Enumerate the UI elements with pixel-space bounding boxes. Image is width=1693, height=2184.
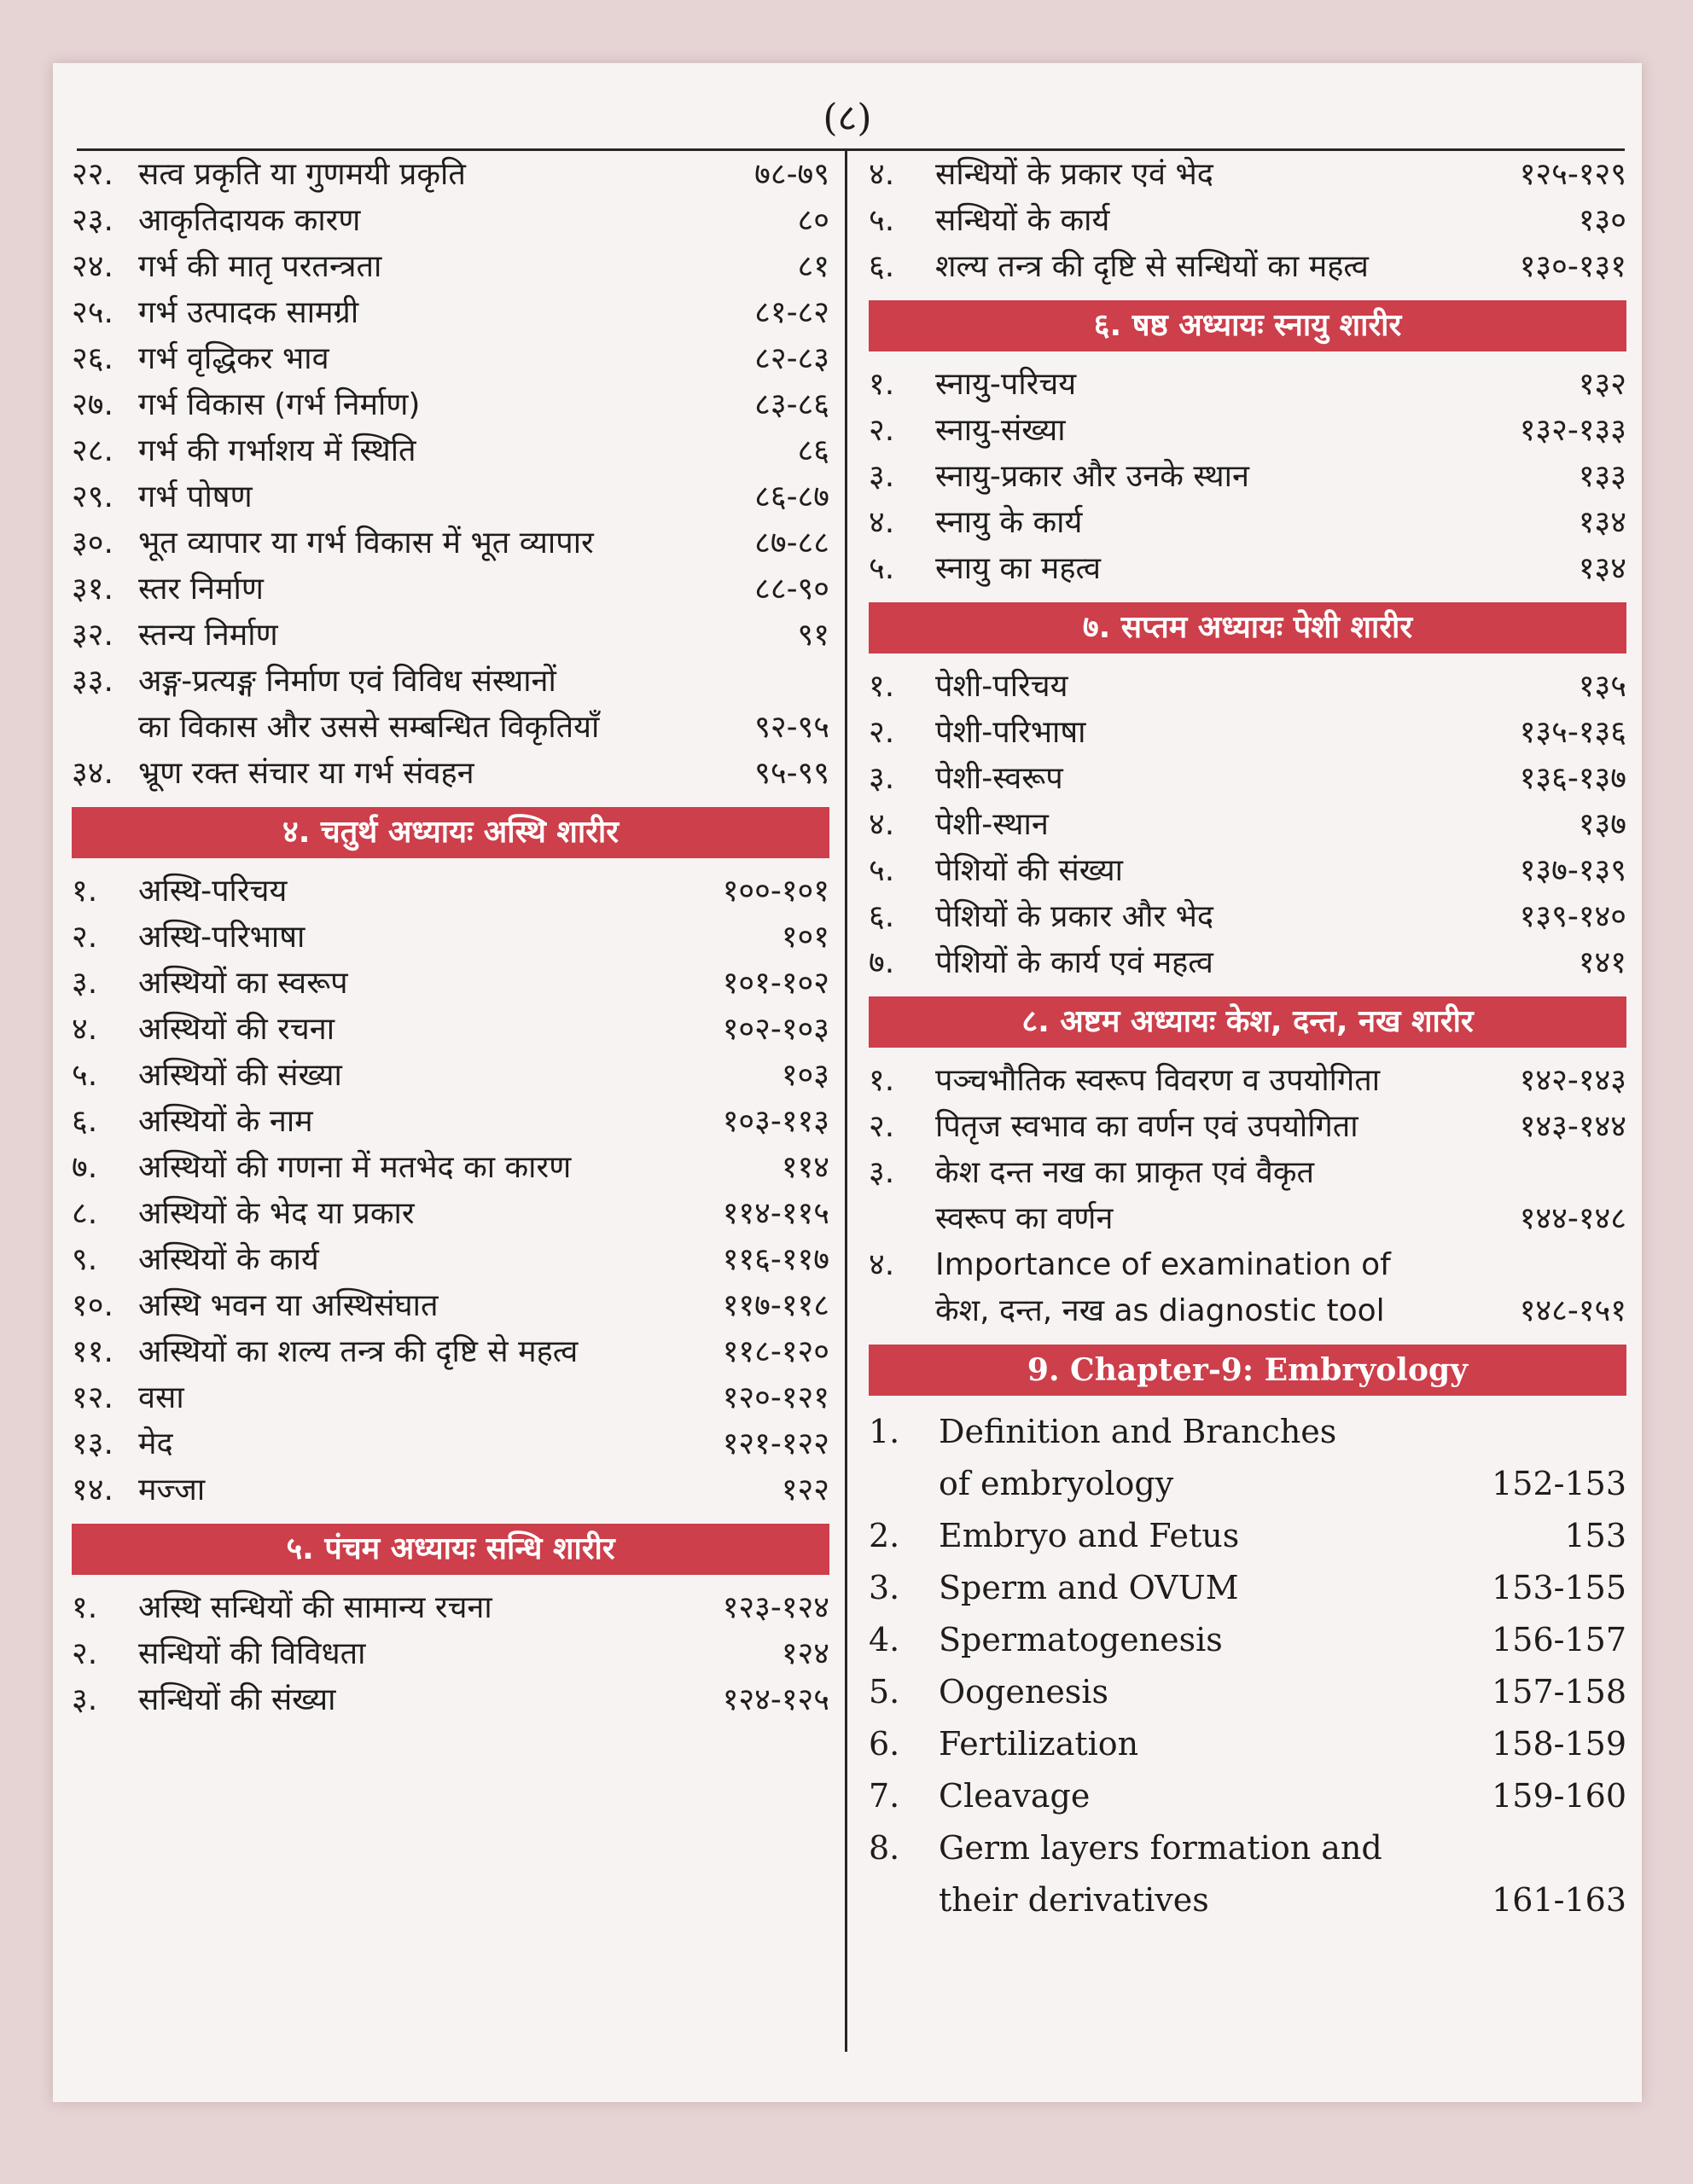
- toc-entry: [72, 1099, 829, 1145]
- toc-entry-number: १३.: [72, 1426, 113, 1461]
- toc-entry: [72, 474, 829, 520]
- toc-entry-number: १४.: [72, 1472, 113, 1507]
- toc-entry-title: स्नायु के कार्य: [935, 505, 1083, 540]
- toc-entry-number: २४.: [72, 249, 113, 284]
- toc-entry-pages: १३६-१३७: [1519, 761, 1626, 796]
- toc-entry-number: ६.: [869, 899, 895, 934]
- toc-entry-pages: १२३-१२४: [722, 1590, 829, 1625]
- toc-entry-pages: १४८-१५१: [1519, 1293, 1626, 1328]
- toc-entry-title: सन्धियों के कार्य: [935, 203, 1110, 238]
- toc-entry-number: 8.: [869, 1829, 900, 1867]
- toc-entry: [869, 454, 1626, 500]
- toc-entry: [72, 1585, 829, 1631]
- toc-entry-number: १.: [72, 1590, 98, 1625]
- toc-entry-number: ३.: [869, 1155, 895, 1190]
- toc-entry-title: सन्धियों के प्रकार एवं भेद: [935, 157, 1213, 192]
- toc-entry-pages: १४१: [1578, 945, 1626, 980]
- toc-entry-pages: १०१: [781, 920, 829, 955]
- toc-entry-pages: १३४: [1578, 505, 1626, 540]
- toc-entry-title: Germ layers formation and their derivatives: [939, 1829, 1382, 1919]
- toc-entry-pages: १०२-१०३: [722, 1012, 829, 1047]
- toc-entry-pages: १२२: [781, 1472, 829, 1507]
- toc-entry-title: स्नायु-प्रकार और उनके स्थान: [935, 459, 1249, 494]
- toc-entry-number: ४.: [869, 157, 895, 192]
- toc-entry-number: ६.: [72, 1104, 98, 1139]
- toc-entry: [869, 362, 1626, 408]
- toc-entry-number: 2.: [869, 1517, 900, 1554]
- toc-entry: [869, 1104, 1626, 1150]
- toc-entry-pages: १२१-१२२: [722, 1426, 829, 1461]
- toc-entry-title: पेशियों के कार्य एवं महत्व: [935, 945, 1213, 980]
- chapter-heading: ४. चतुर्थ अध्यायः अस्थि शारीर: [72, 807, 829, 858]
- toc-entry-number: ५.: [869, 203, 895, 238]
- toc-entry-pages: 157-158: [1492, 1673, 1626, 1711]
- toc-entry-title: Embryo and Fetus: [939, 1517, 1240, 1554]
- toc-entry-number: २९.: [72, 479, 113, 514]
- toc-entry-pages: १३०: [1578, 203, 1626, 238]
- toc-entry-title: अस्थियों के कार्य: [138, 1242, 319, 1277]
- toc-entry-title: सन्धियों की संख्या: [138, 1682, 336, 1717]
- toc-entry-title: गर्भ वृद्धिकर भाव: [138, 341, 329, 376]
- toc-entry-number: 1.: [869, 1413, 900, 1450]
- toc-entry-number: ७.: [869, 945, 895, 980]
- toc-entry-title: अस्थियों की गणना में मतभेद का कारण: [138, 1150, 572, 1185]
- toc-entry: [869, 198, 1626, 244]
- toc-entry-title: सत्व प्रकृति या गुणमयी प्रकृति: [138, 157, 466, 192]
- toc-entry: [72, 1329, 829, 1375]
- toc-entry-title: गर्भ विकास (गर्भ निर्माण): [138, 387, 421, 422]
- toc-entry-title: Definition and Branches of embryology: [939, 1413, 1337, 1502]
- toc-entry-title: वसा: [138, 1380, 184, 1415]
- toc-entry-number: ४.: [869, 807, 895, 842]
- column-divider: [845, 151, 847, 2052]
- toc-entry-title: स्नायु का महत्व: [935, 551, 1101, 586]
- toc-entry-number: २.: [72, 1636, 98, 1671]
- toc-list: [869, 1058, 1626, 1334]
- toc-entry: [72, 751, 829, 797]
- book-page: [53, 63, 1642, 2102]
- toc-entry: [869, 1822, 1626, 1926]
- toc-entry-pages: 153: [1564, 1517, 1626, 1554]
- toc-list: [869, 1406, 1626, 1926]
- toc-entry: [869, 152, 1626, 198]
- toc-entry-number: २८.: [72, 433, 113, 468]
- toc-entry-title: सन्धियों की विविधता: [138, 1636, 366, 1671]
- toc-entry-pages: १३४: [1578, 551, 1626, 586]
- toc-entry-title: पञ्चभौतिक स्वरूप विवरण व उपयोगिता: [935, 1063, 1381, 1098]
- toc-entry: [869, 1614, 1626, 1666]
- toc-entry-title: गर्भ की मातृ परतन्त्रता: [138, 249, 382, 284]
- toc-entry-title: Fertilization: [939, 1725, 1139, 1763]
- toc-entry-title: केश दन्त नख का प्राकृत एवं वैकृत स्वरूप का वर्णन: [935, 1155, 1314, 1236]
- toc-entry-pages: ११७-११८: [722, 1288, 829, 1323]
- left-column: [72, 152, 829, 1723]
- page-number: (८): [823, 96, 872, 140]
- toc-entry: [72, 290, 829, 336]
- toc-entry-title: अस्थियों के भेद या प्रकार: [138, 1196, 415, 1231]
- toc-entry: [869, 756, 1626, 802]
- toc-entry-number: १.: [72, 874, 98, 909]
- toc-entry-number: २.: [869, 413, 895, 448]
- toc-entry-number: ११.: [72, 1334, 113, 1369]
- toc-entry-pages: १२४: [781, 1636, 829, 1671]
- toc-entry-title: स्तर निर्माण: [138, 572, 264, 607]
- toc-entry-title: पितृज स्वभाव का वर्णन एवं उपयोगिता: [935, 1109, 1358, 1144]
- toc-entry-number: ३३.: [72, 664, 113, 699]
- toc-entry-number: ९.: [72, 1242, 98, 1277]
- toc-entry-pages: १०१-१०२: [722, 966, 829, 1001]
- toc-entry-title: अस्थि भवन या अस्थिसंघात: [138, 1288, 439, 1323]
- toc-list: [72, 1585, 829, 1723]
- toc-entry-pages: ८२-८३: [754, 341, 829, 376]
- toc-entry-title: अस्थियों के नाम: [138, 1104, 313, 1139]
- toc-entry-number: ६.: [869, 249, 895, 284]
- toc-entry-title: भ्रूण रक्त संचार या गर्भ संवहन: [138, 756, 474, 791]
- toc-entry: [72, 1237, 829, 1283]
- toc-list: [869, 362, 1626, 592]
- toc-entry: [869, 1770, 1626, 1822]
- toc-entry: [72, 1631, 829, 1677]
- toc-entry-number: २५.: [72, 295, 113, 330]
- toc-entry-number: 7.: [869, 1777, 900, 1815]
- toc-entry: [72, 1007, 829, 1053]
- toc-entry-pages: १३५: [1578, 669, 1626, 704]
- toc-entry-pages: ८८-९०: [754, 572, 829, 607]
- toc-entry-number: २.: [869, 715, 895, 750]
- toc-entry: [72, 382, 829, 428]
- toc-entry-title: स्नायु-संख्या: [935, 413, 1066, 448]
- toc-entry-pages: ८१: [797, 249, 829, 284]
- toc-entry-pages: ७८-७९: [754, 157, 829, 192]
- toc-entry-pages: ८६: [797, 433, 829, 468]
- toc-entry-title: गर्भ उत्पादक सामग्री: [138, 295, 359, 330]
- toc-entry-title: पेशी-स्थान: [935, 807, 1049, 842]
- toc-entry-title: अस्थियों की संख्या: [138, 1058, 342, 1093]
- toc-entry-number: 4.: [869, 1621, 900, 1658]
- toc-entry-title: पेशी-स्वरूप: [935, 761, 1063, 796]
- toc-entry: [869, 664, 1626, 710]
- toc-entry-number: २६.: [72, 341, 113, 376]
- chapter-heading: ६. षष्ठ अध्यायः स्नायु शारीर: [869, 300, 1626, 351]
- toc-entry-title: Oogenesis: [939, 1673, 1108, 1711]
- toc-entry: [72, 1145, 829, 1191]
- toc-entry-number: ५.: [869, 551, 895, 586]
- toc-entry: [869, 802, 1626, 848]
- toc-entry: [72, 1053, 829, 1099]
- toc-entry-pages: १२४-१२५: [722, 1682, 829, 1717]
- toc-entry-pages: ९१: [797, 618, 829, 653]
- toc-entry-number: 6.: [869, 1725, 900, 1763]
- toc-entry: [72, 915, 829, 961]
- toc-entry-number: २३.: [72, 203, 113, 238]
- toc-entry-number: २७.: [72, 387, 113, 422]
- toc-entry: [869, 1406, 1626, 1510]
- toc-entry-pages: 153-155: [1492, 1569, 1626, 1606]
- toc-entry-title: अस्थि-परिचय: [138, 874, 288, 909]
- toc-entry-number: ३.: [869, 761, 895, 796]
- toc-entry-number: २.: [72, 920, 98, 955]
- toc-entry-title: पेशियों के प्रकार और भेद: [935, 899, 1214, 934]
- toc-entry: [72, 1421, 829, 1467]
- toc-entry-title: अस्थि-परिभाषा: [138, 920, 305, 955]
- toc-entry-number: ४.: [869, 1247, 895, 1282]
- toc-entry-number: ८.: [72, 1196, 98, 1231]
- toc-entry-number: ३२.: [72, 618, 113, 653]
- toc-entry: [72, 1191, 829, 1237]
- toc-entry: [72, 1677, 829, 1723]
- toc-entry: [72, 336, 829, 382]
- toc-entry-pages: ८६-८७: [754, 479, 829, 514]
- chapter-heading: ५. पंचम अध्यायः सन्धि शारीर: [72, 1524, 829, 1575]
- toc-entry-pages: ११६-११७: [722, 1242, 829, 1277]
- toc-entry-title: अस्थियों की रचना: [138, 1012, 335, 1047]
- toc-entry-title: अस्थि सन्धियों की सामान्य रचना: [138, 1590, 492, 1625]
- toc-entry-number: ५.: [869, 853, 895, 888]
- toc-entry-title: पेशी-परिचय: [935, 669, 1068, 704]
- toc-list: [869, 664, 1626, 986]
- toc-entry: [72, 1283, 829, 1329]
- toc-entry-title: स्तन्य निर्माण: [138, 618, 278, 653]
- right-column: [869, 152, 1626, 1926]
- toc-entry-pages: 152-153: [1492, 1465, 1626, 1502]
- toc-entry-title: शल्य तन्त्र की दृष्टि से सन्धियों का महत्व: [935, 249, 1369, 284]
- top-rule: [77, 148, 1625, 151]
- toc-entry: [869, 500, 1626, 546]
- toc-entry: [869, 710, 1626, 756]
- toc-entry-title: Sperm and OVUM: [939, 1569, 1239, 1606]
- toc-entry-pages: 161-163: [1492, 1881, 1626, 1919]
- toc-entry-number: ४.: [72, 1012, 98, 1047]
- toc-list: [869, 152, 1626, 290]
- toc-entry-number: ७.: [72, 1150, 98, 1185]
- toc-entry-pages: ८३-८६: [754, 387, 829, 422]
- toc-entry-number: १.: [869, 367, 895, 402]
- toc-entry-number: २२.: [72, 157, 113, 192]
- toc-entry-pages: १३७-१३९: [1519, 853, 1626, 888]
- chapter-heading: 9. Chapter-9: Embryology: [869, 1345, 1626, 1396]
- toc-entry-pages: ८७-८८: [754, 526, 829, 561]
- toc-entry: [869, 1562, 1626, 1614]
- toc-entry: [869, 546, 1626, 592]
- toc-entry-pages: ११४-११५: [722, 1196, 829, 1231]
- toc-entry: [72, 520, 829, 566]
- toc-entry: [869, 894, 1626, 940]
- toc-entry: [72, 868, 829, 915]
- toc-entry-pages: १००-१०१: [722, 874, 829, 909]
- toc-entry-number: १२.: [72, 1380, 113, 1415]
- toc-entry-number: ४.: [869, 505, 895, 540]
- toc-entry-title: अस्थियों का शल्य तन्त्र की दृष्टि से महत्व: [138, 1334, 579, 1369]
- toc-entry: [72, 613, 829, 659]
- toc-entry-pages: १०३: [781, 1058, 829, 1093]
- toc-entry-pages: १३५-१३६: [1519, 715, 1626, 750]
- toc-entry-pages: १३२: [1578, 367, 1626, 402]
- toc-entry-pages: १०३-११३: [722, 1104, 829, 1139]
- toc-entry-pages: १४४-१४८: [1519, 1201, 1626, 1236]
- toc-entry-pages: १३७: [1578, 807, 1626, 842]
- toc-entry: [869, 408, 1626, 454]
- toc-entry-title: मेद: [138, 1426, 173, 1461]
- toc-entry-pages: १४२-१४३: [1519, 1063, 1626, 1098]
- toc-entry-title: स्नायु-परिचय: [935, 367, 1077, 402]
- toc-entry: [869, 1718, 1626, 1770]
- toc-entry-pages: 158-159: [1492, 1725, 1626, 1763]
- toc-entry-number: ५.: [72, 1058, 98, 1093]
- toc-entry-pages: ११८-१२०: [722, 1334, 829, 1369]
- toc-entry-number: ३.: [869, 459, 895, 494]
- toc-entry: [869, 244, 1626, 290]
- toc-entry-number: १.: [869, 669, 895, 704]
- toc-entry-pages: १२५-१२९: [1519, 157, 1626, 192]
- toc-entry: [869, 1510, 1626, 1562]
- toc-entry: [72, 566, 829, 613]
- toc-entry: [869, 1150, 1626, 1242]
- toc-entry: [72, 428, 829, 474]
- toc-entry-pages: १२०-१२१: [722, 1380, 829, 1415]
- toc-entry-pages: ८०: [797, 203, 829, 238]
- toc-entry: [72, 1467, 829, 1513]
- toc-entry: [72, 659, 829, 751]
- toc-entry-number: 5.: [869, 1673, 900, 1711]
- chapter-heading: ७. सप्तम अध्यायः पेशी शारीर: [869, 602, 1626, 653]
- toc-entry-number: ३.: [72, 966, 98, 1001]
- toc-entry-pages: १३९-१४०: [1519, 899, 1626, 934]
- toc-entry-number: ३.: [72, 1682, 98, 1717]
- toc-entry-pages: 156-157: [1492, 1621, 1626, 1658]
- toc-entry-pages: १३३: [1578, 459, 1626, 494]
- toc-entry: [72, 961, 829, 1007]
- toc-entry-pages: ११४: [781, 1150, 829, 1185]
- toc-entry: [72, 1375, 829, 1421]
- toc-entry-title: आकृतिदायक कारण: [138, 203, 361, 238]
- toc-entry-title: पेशियों की संख्या: [935, 853, 1123, 888]
- toc-entry: [869, 1666, 1626, 1718]
- toc-entry: [72, 152, 829, 198]
- toc-entry-number: ३१.: [72, 572, 113, 607]
- toc-entry-title: Spermatogenesis: [939, 1621, 1223, 1658]
- toc-entry-number: ३४.: [72, 756, 113, 791]
- toc-entry: [869, 848, 1626, 894]
- toc-entry-number: २.: [869, 1109, 895, 1144]
- toc-entry-title: भूत व्यापार या गर्भ विकास में भूत व्यापार: [138, 526, 594, 561]
- toc-entry-pages: १३२-१३३: [1519, 413, 1626, 448]
- toc-entry-title: अस्थियों का स्वरूप: [138, 966, 348, 1001]
- toc-entry-number: १०.: [72, 1288, 113, 1323]
- toc-entry-number: १.: [869, 1063, 895, 1098]
- toc-entry-number: ३०.: [72, 526, 113, 561]
- toc-entry-pages: ९२-९५: [754, 710, 829, 745]
- toc-entry-title: Importance of examination of केश, दन्त, नख as diagnostic tool: [935, 1247, 1391, 1328]
- toc-entry: [72, 198, 829, 244]
- toc-entry: [869, 940, 1626, 986]
- toc-entry-number: 3.: [869, 1569, 900, 1606]
- toc-entry-pages: १४३-१४४: [1519, 1109, 1626, 1144]
- toc-entry-pages: १३०-१३१: [1519, 249, 1626, 284]
- toc-entry: [869, 1058, 1626, 1104]
- toc-entry-title: पेशी-परिभाषा: [935, 715, 1086, 750]
- toc-entry: [869, 1242, 1626, 1334]
- chapter-heading: ८. अष्टम अध्यायः केश, दन्त, नख शारीर: [869, 996, 1626, 1048]
- toc-entry-title: गर्भ की गर्भाशय में स्थिति: [138, 433, 416, 468]
- toc-entry: [72, 244, 829, 290]
- toc-entry-pages: ८१-८२: [754, 295, 829, 330]
- toc-entry-pages: 159-160: [1492, 1777, 1626, 1815]
- toc-entry-title: अङ्ग-प्रत्यङ्ग निर्माण एवं विविध संस्थानों का विकास और उससे सम्बन्धित विकृतियाँ: [138, 664, 600, 745]
- toc-entry-title: Cleavage: [939, 1777, 1091, 1815]
- toc-list: [72, 152, 829, 797]
- toc-entry-pages: ९५-९९: [754, 756, 829, 791]
- toc-list: [72, 868, 829, 1513]
- toc-entry-title: गर्भ पोषण: [138, 479, 253, 514]
- toc-entry-title: मज्जा: [138, 1472, 206, 1507]
